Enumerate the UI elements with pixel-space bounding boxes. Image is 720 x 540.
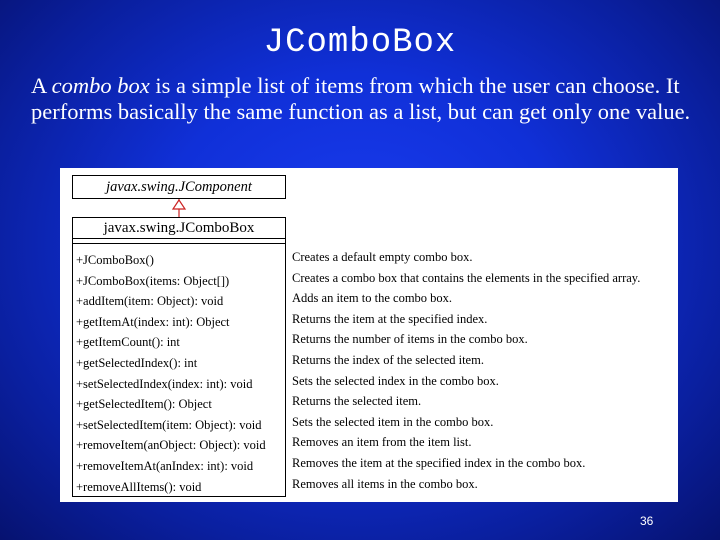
method-item: +JComboBox(): [76, 253, 154, 267]
method-item: +JComboBox(items: Object[]): [76, 273, 230, 288]
method-item: +getItemAt(index: int): Object: [76, 314, 230, 329]
class-box: [72, 217, 286, 497]
inheritance-arrow-icon: [164, 199, 194, 219]
method-description: Sets the selected index in the combo box.: [292, 373, 499, 388]
method-descriptions: [292, 247, 640, 494]
methods-compartment: [73, 244, 285, 497]
method-description: Returns the number of items in the combo box.: [292, 332, 528, 347]
method-description: Creates a combo box that contains the elements in the specified array.: [292, 270, 641, 285]
inheritance-arrowhead: [173, 200, 185, 209]
method-item: +getSelectedItem(): Object: [76, 397, 212, 412]
method-description: Removes all items in the combo box.: [292, 476, 478, 491]
method-description: Removes an item from the item list.: [292, 435, 472, 450]
method-description: Returns the item at the specified index.: [292, 311, 488, 326]
intro-paragraph: [31, 73, 711, 125]
class-name: javax.swing.JComboBox: [73, 218, 285, 239]
intro-text-rest: is a simple list of items from which the user can choose. It performs basically the same function as a list, but can get only one value.: [31, 73, 691, 124]
method-description: Returns the selected item.: [292, 394, 422, 409]
method-item: +getItemCount(): int: [76, 335, 180, 350]
intro-text-start: A: [31, 73, 52, 98]
uml-figure: [60, 168, 678, 502]
method-description: Returns the index of the selected item.: [292, 352, 484, 367]
method-item: +removeAllItems(): void: [76, 479, 202, 494]
method-description: Removes the item at the specified index in the combo box.: [292, 455, 586, 470]
slide-title: JComboBox: [263, 24, 457, 62]
method-item: +removeItem(anObject: Object): void: [76, 438, 266, 453]
method-item: +removeItemAt(anIndex: int): void: [76, 458, 254, 473]
method-item: +setSelectedIndex(index: int): void: [76, 376, 253, 391]
intro-emphasis: combo box: [51, 73, 150, 98]
method-item: +getSelectedIndex(): int: [76, 355, 198, 370]
method-description: Creates a default empty combo box.: [292, 250, 473, 264]
method-description: Adds an item to the combo box.: [292, 291, 453, 306]
method-item: +setSelectedItem(item: Object): void: [76, 417, 262, 432]
parent-class-box: javax.swing.JComponent: [72, 175, 286, 199]
method-description: Sets the selected item in the combo box.: [292, 414, 494, 429]
page-number: 36: [640, 514, 654, 528]
method-item: +addItem(item: Object): void: [76, 294, 224, 309]
